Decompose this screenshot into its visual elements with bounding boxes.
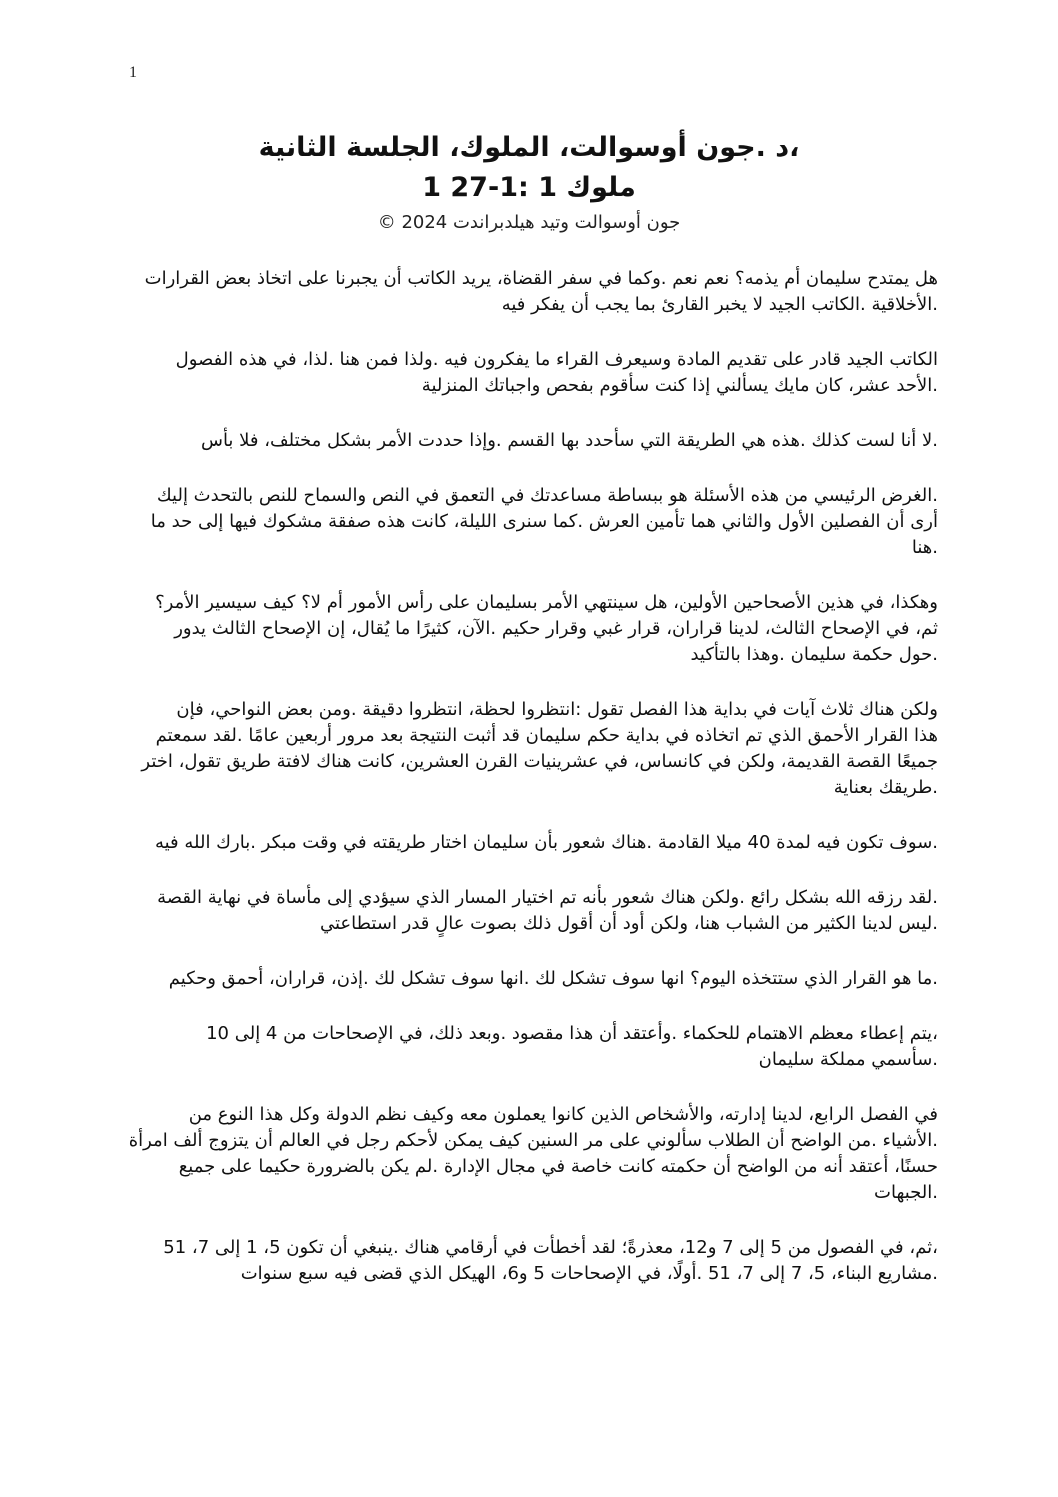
paragraph-line: .هنا [911, 537, 938, 558]
paragraph-line: في الفصل الرابع، لدينا إدارته، والأشخاص الذين كانوا يعملون معه وكيف نظم الدولة وكل هذا النوع من [188, 1104, 938, 1125]
copyright-line: جون أوسوالت وتيد هيلدبراندت 2024 © [377, 212, 681, 233]
paragraph [138, 1021, 938, 1073]
paragraph-line: .طريقك بعناية [833, 777, 938, 798]
paragraph [138, 266, 938, 318]
paragraph-line: .مشاريع البناء، 5، 7 إلى 7، 51 .أولًا، في الإصحاحات 5 و6، الهيكل الذي قضى فيه سبع سنوات [240, 1263, 938, 1284]
paragraph [138, 483, 938, 561]
paragraph [138, 428, 938, 454]
paragraph-line: .حول حكمة سليمان .وهذا بالتأكيد [690, 644, 938, 665]
paragraph-line: ،ثم، في الفصول من 5 إلى 7 و12، معذرةً؛ لقد أخطأت في أرقامي هناك .ينبغي أن تكون 5، 1 إلى 7، 51 [163, 1237, 938, 1258]
document-body [128, 266, 938, 1316]
document-title: ،د .جون أوسوالت، الملوك، الجلسة الثانية [258, 132, 800, 163]
paragraph [128, 1102, 938, 1206]
paragraph-line: .الأشياء .من الواضح أن الطلاب سألوني على مر السنين كيف يمكن لأحكم رجل في العالم أن يتزوج ألف امرأة [128, 1130, 938, 1151]
paragraph-line: .لقد رزقه الله بشكل رائع .ولكن هناك شعور بأنه تم اختيار المسار الذي سيؤدي إلى مأساة في نهاية القصة [157, 887, 938, 908]
page-number: 1 [129, 64, 137, 81]
paragraph-line: .سوف تكون فيه لمدة 40 ميلا القادمة .هناك شعور بأن سليمان اختار طريقته في وقت مبكر .بارك الله فيه [154, 832, 938, 853]
paragraph-line: .الأحد عشر، كان مايك يسألني إذا كنت سأقوم بفحص واجباتك المنزلية [421, 375, 938, 396]
paragraph-line: .الغرض الرئيسي من هذه الأسئلة هو ببساطة مساعدتك في التعمق في النص والسماح للنص بالتحدث إليك [156, 485, 938, 506]
paragraph [138, 347, 938, 399]
paragraph [138, 590, 938, 668]
paragraph-line: .لا أنا لست كذلك .هذه هي الطريقة التي سأحدد بها القسم .وإذا حددت الأمر بشكل مختلف، فلا بأس [200, 430, 938, 451]
document-subtitle: ملوك 1 :1-27 1 [422, 172, 636, 203]
paragraph [138, 885, 938, 937]
paragraph-line: جميعًا القصة القديمة، ولكن في كانساس، في عشرينيات القرن العشرين، كانت هناك لافتة طريق تقول، اختر [141, 751, 938, 772]
paragraph-line: أرى أن الفصلين الأول والثاني هما تأمين العرش .كما سنرى الليلة، كانت هذه صفقة مشكوك فيها إلى حد ما [150, 511, 938, 532]
paragraph-line: ،يتم إعطاء معظم الاهتمام للحكماء .وأعتقد أن هذا مقصود .وبعد ذلك، في الإصحاحات من 4 إلى 10 [206, 1023, 938, 1044]
paragraph-line: .الجبهات [874, 1182, 938, 1203]
paragraph-line: ثم، في الإصحاح الثالث، لدينا قراران، قرار غبي وقرار حكيم .الآن، كثيرًا ما يُقال، إن الإصحاح الثالث يدور [174, 618, 938, 639]
paragraph-line: .ما هو القرار الذي ستتخذه اليوم؟ انها سوف تشكل لك .انها سوف تشكل لك .إذن، قراران، أحمق وحكيم [168, 968, 938, 989]
paragraph [138, 966, 938, 992]
paragraph-line: .الأخلاقية .الكاتب الجيد لا يخبر القارئ بما يجب أن يفكر فيه [501, 294, 938, 315]
paragraph-line: هذا القرار الأحمق الذي تم اتخاذه في بداية حكم سليمان قد أثبت النتيجة بعد مرور أربعين عامًا .لقد سمعتم [155, 725, 938, 746]
paragraph-line: وهكذا، في هذين الأصحاحين الأولين، هل سينتهي الأمر بسليمان على رأس الأمور أم لا؟ كيف سيسير الأمر؟ [155, 592, 938, 613]
paragraph [138, 1235, 938, 1287]
paragraph-line: .سأسمي مملكة سليمان [758, 1049, 938, 1070]
document-header [0, 128, 1058, 238]
paragraph [138, 830, 938, 856]
paragraph-line: هل يمتدح سليمان أم يذمه؟ نعم نعم .وكما في سفر القضاة، يريد الكاتب أن يجبرنا على اتخاذ بعض القرارات [144, 268, 938, 289]
paragraph-line: ولكن هناك ثلاث آيات في بداية هذا الفصل تقول :انتظروا لحظة، انتظروا دقيقة .ومن بعض النواحي، فإن [176, 699, 938, 720]
paragraph-line: الكاتب الجيد قادر على تقديم المادة وسيعرف القراء ما يفكرون فيه .ولذا فمن هنا .لذا، في هذه الفصول [175, 349, 938, 370]
paragraph [138, 697, 938, 801]
paragraph-line: حسنًا، أعتقد أنه من الواضح أن حكمته كانت خاصة في مجال الإدارة .لم يكن بالضرورة حكيما على جميع [178, 1156, 938, 1177]
paragraph-line: .ليس لدينا الكثير من الشباب هنا، ولكن أود أن أقول ذلك بصوت عالٍ قدر استطاعتي [320, 913, 938, 934]
